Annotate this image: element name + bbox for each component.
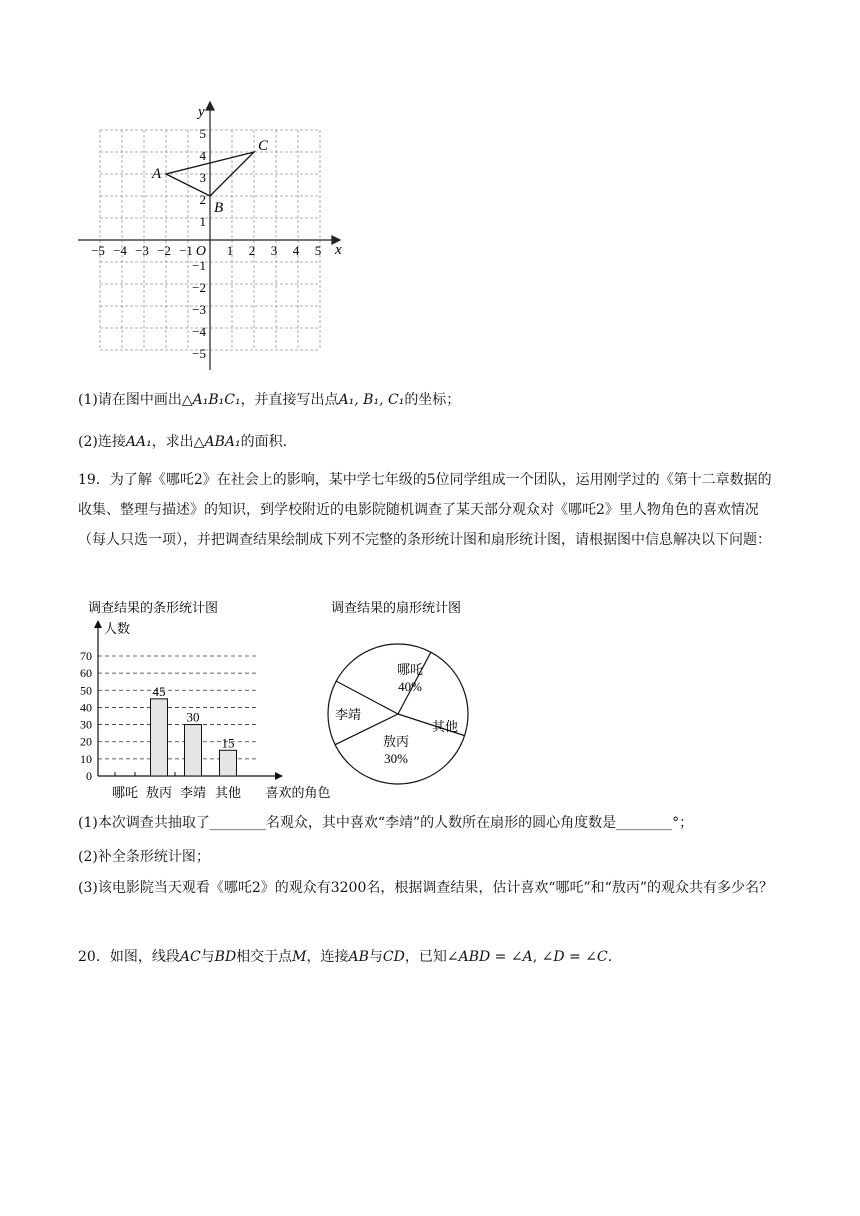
x-tick-label: −3	[135, 243, 149, 258]
x-tick-label: −2	[157, 243, 171, 258]
x-tick-label: −1	[179, 243, 193, 258]
bar-category-label: 敖丙	[145, 785, 173, 800]
bar-chart-y-tick-label: 60	[80, 666, 92, 681]
x-tick-label: 4	[292, 243, 300, 258]
point-label-c: C	[258, 138, 269, 154]
q19-part2: (2)补全条形统计图；	[78, 849, 210, 865]
pie-slice-label: 其他	[431, 719, 459, 734]
x-tick-label: 1	[226, 243, 234, 258]
q20-angle-d: D	[553, 949, 565, 965]
bar-chart-y-tick-label: 10	[80, 751, 92, 766]
q20-end: .	[607, 949, 613, 965]
bar-chart-y-tick-label: 0	[86, 769, 92, 783]
q18-part1-points: A₁, B₁, C₁	[338, 392, 405, 408]
bar-chart-y-tick-label: 50	[80, 683, 92, 698]
q19-part3: (3)该电影院当天观看《哪吒2》的观众有3200名，根据调查结果，估计喜欢“哪吒”和“敖丙”的观众共有多少名？	[78, 880, 773, 896]
pie-slice-label: 李靖	[334, 707, 362, 722]
q18-part2	[78, 431, 287, 451]
bar-category-label: 李靖	[179, 785, 207, 800]
q18-part2-pre: (2)连接	[78, 434, 126, 450]
q20-segment-ab: AB	[348, 949, 369, 965]
bar-1	[151, 699, 168, 776]
q19-part1: (1)本次调查共抽取了________名观众，其中喜欢“李靖”的人数所在扇形的圆心角度数是________°；	[78, 815, 694, 831]
y-tick-label: −3	[192, 302, 206, 317]
q20-connect: ，连接	[306, 949, 349, 965]
q20-segment-ac: AC	[179, 949, 201, 965]
y-tick-label: 2	[199, 192, 206, 207]
bar-category-label: 其他	[214, 785, 242, 800]
y-tick-label: −1	[192, 258, 206, 273]
bar-category-label: 哪吒	[111, 785, 139, 800]
q18-part2-post: 的面积.	[240, 434, 288, 450]
bar-2	[185, 725, 202, 776]
pie-chart	[318, 598, 478, 790]
q20-sep: , ∠	[532, 949, 554, 965]
origin-label: O	[195, 244, 206, 259]
bar-chart-x-axis-arrow	[275, 772, 283, 780]
pie-chart-title: 调查结果的扇形统计图	[330, 600, 462, 615]
y-tick-label: 1	[199, 214, 206, 229]
x-tick-label: 3	[270, 243, 278, 258]
bar-chart-y-axis-arrow	[94, 620, 102, 628]
x-tick-label: 2	[248, 243, 256, 258]
y-tick-label: −5	[192, 346, 206, 361]
q20-segment-bd: BD	[214, 949, 237, 965]
bar-chart-y-tick-label: 20	[80, 734, 92, 749]
pie-slice-percent: 40%	[398, 679, 422, 694]
q20-angle-abd: ABD	[458, 949, 491, 965]
bar-value-label: 45	[152, 683, 166, 699]
q20-with: 与	[200, 949, 215, 965]
q18-part1-post: 的坐标；	[404, 392, 461, 408]
bar-chart	[58, 598, 348, 803]
bar-chart-y-tick-label: 70	[80, 649, 92, 663]
pie-slice-percent: 30%	[384, 751, 408, 766]
q20-mid: 相交于点	[236, 949, 293, 965]
x-tick-label: −4	[113, 243, 127, 258]
q20-segment-cd: CD	[382, 949, 405, 965]
bar-chart-y-tick-label: 40	[80, 700, 92, 715]
y-tick-label: 4	[199, 148, 206, 163]
q20-point-m: M	[292, 949, 307, 965]
q20-pre: 20．如图，线段	[78, 949, 180, 965]
point-label-b: B	[214, 200, 224, 216]
x-tick-label: −5	[91, 243, 105, 258]
y-tick-label: −2	[192, 280, 206, 295]
q20-angle-a: A	[522, 949, 533, 965]
bar-value-label: 30	[186, 709, 200, 725]
q18-part2-triangle: ABA₁	[204, 434, 241, 450]
q20-angle-c: C	[596, 949, 608, 965]
q20-eq2: = ∠	[564, 949, 597, 965]
q18-part1-pre: (1)请在图中画出△	[78, 392, 193, 408]
x-tick-label: 5	[314, 243, 322, 258]
q18-part2-segment: AA₁	[125, 434, 152, 450]
y-tick-label: 3	[199, 170, 206, 185]
bar-3	[220, 750, 237, 776]
x-axis-label: x	[335, 242, 342, 258]
y-axis-arrow	[206, 102, 214, 110]
point-label-a: A	[152, 166, 162, 182]
bar-value-label: 15	[221, 735, 235, 751]
q18-part1-triangle: A₁B₁C₁	[192, 392, 241, 408]
y-tick-label: −4	[192, 324, 206, 339]
y-tick-label: 5	[199, 126, 206, 141]
y-axis-label: y	[198, 104, 205, 120]
q20-text	[78, 946, 612, 966]
pie-slice-label: 敖丙	[382, 734, 410, 749]
q20-eq1: = ∠	[490, 949, 523, 965]
q18-part2-mid: ，求出△	[151, 434, 205, 450]
q20-known: ，已知∠	[404, 949, 459, 965]
bar-chart-x-label: 喜欢的角色	[265, 785, 331, 800]
q18-part1-mid: ，并直接写出点	[240, 392, 339, 408]
bar-chart-y-label: 人数	[104, 621, 131, 636]
q18-part1	[78, 389, 460, 409]
bar-chart-title: 调查结果的条形统计图	[87, 600, 219, 615]
bar-chart-y-tick-label: 30	[80, 717, 92, 732]
q19-intro: 19．为了解《哪吒2》在社会上的影响，某中学七年级的5位同学组成一个团队，运用刚学过的《第十二章数据的收集、整理与描述》的知识，到学校附近的电影院随机调查了某天部分观众对《哪吒2》里人物角色的喜欢情况（每人只选一项），并把调查结果绘制成下列不完整的条形统计图和扇形统计图，请根据图中信息解决以下问题：	[78, 472, 772, 548]
pie-slice-label: 哪吒	[396, 662, 424, 677]
q20-and: 与	[368, 949, 383, 965]
coordinate-grid-figure	[70, 100, 360, 375]
